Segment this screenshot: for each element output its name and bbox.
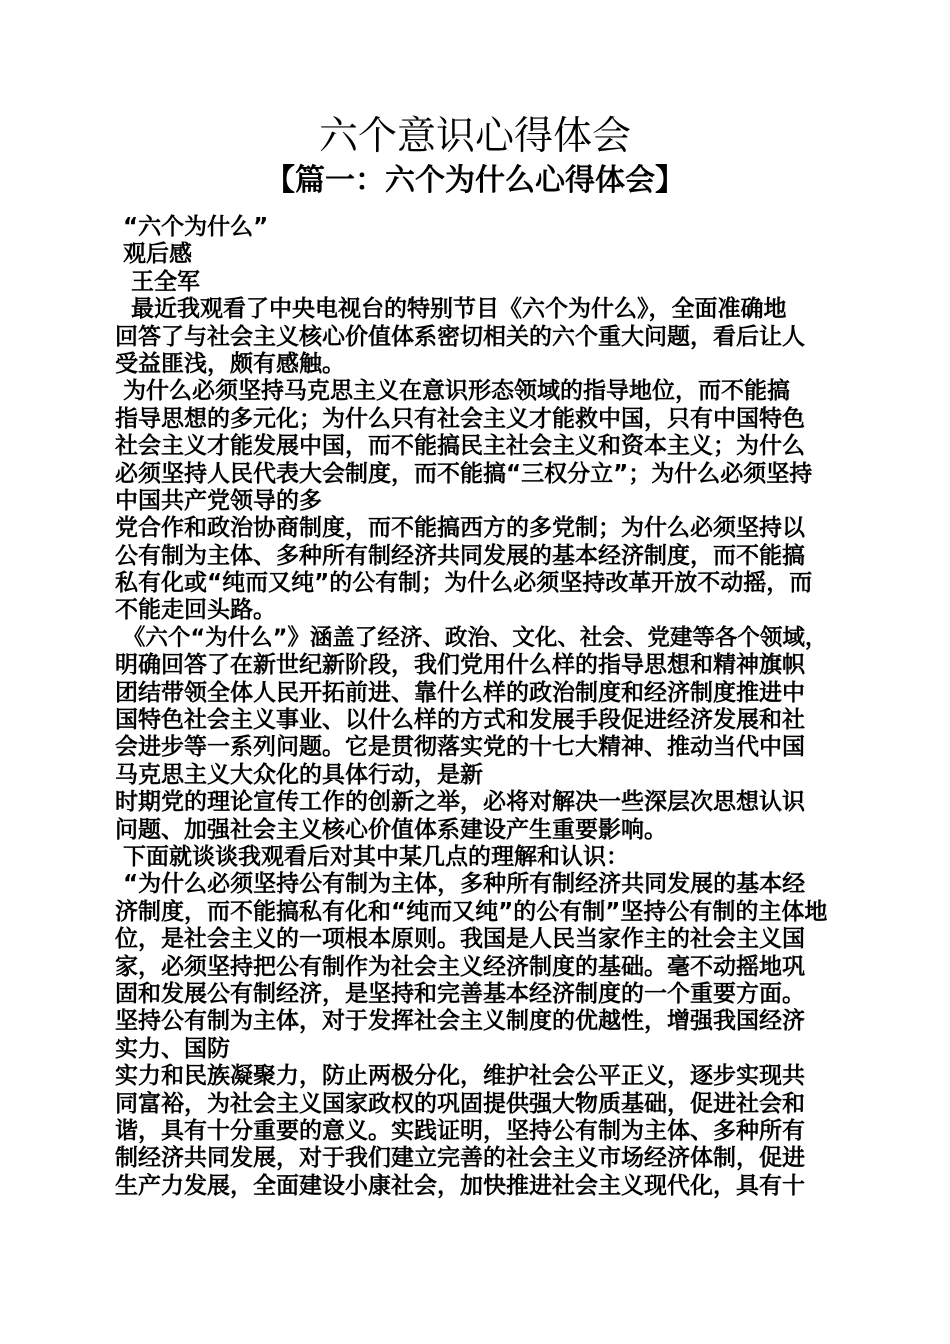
body-text-line: 问题、加强社会主义核心价值体系建设产生重要影响。 [115, 816, 667, 843]
body-text-line: 明确回答了在新世纪新阶段，我们党用什么样的指导思想和精神旗帜 [115, 652, 805, 679]
body-text-line: 指导思想的多元化；为什么只有社会主义才能救中国，只有中国特色 [115, 405, 805, 432]
body-text-line: 团结带领全体人民开拓前进、靠什么样的政治制度和经济制度推进中 [115, 679, 805, 706]
body-text-line: 最近我观看了中央电视台的特别节目《六个为什么》，全面准确地 [115, 296, 787, 323]
body-text-line: “为什么必须坚持公有制为主体，多种所有制经济共同发展的基本经 [115, 871, 806, 898]
body-text-line: 会进步等一系列问题。它是贯彻落实党的十七大精神、推动当代中国 [115, 734, 805, 761]
body-text-line: 下面就谈谈我观看后对其中某几点的理解和认识： [115, 843, 630, 870]
body-text-line: 马克思主义大众化的具体行动，是新 [115, 761, 483, 788]
body-text-line: 公有制为主体、多种所有制经济共同发展的基本经济制度，而不能搞 [115, 542, 805, 569]
body-text-line: 观后感 [115, 241, 193, 268]
body-text-line: 中国共产党领导的多 [115, 487, 322, 514]
body-text-line: 实力、国防 [115, 1035, 230, 1062]
document-body [115, 214, 837, 1200]
body-text-line: 同富裕，为社会主义国家政权的巩固提供强大物质基础，促进社会和 [115, 1090, 805, 1117]
body-text-line: 坚持公有制为主体，对于发挥社会主义制度的优越性，增强我国经济 [115, 1008, 805, 1035]
body-text-line: 社会主义才能发展中国，而不能搞民主社会主义和资本主义；为什么 [115, 433, 805, 460]
body-text-line: 私有化或“纯而又纯”的公有制；为什么必须坚持改革开放不动摇，而 [115, 570, 813, 597]
document-title: 六个意识心得体会 [318, 114, 631, 159]
body-text-line: 王全军 [115, 268, 201, 295]
body-text-line: 国特色社会主义事业、以什么样的方式和发展手段促进经济发展和社 [115, 707, 805, 734]
body-text-line: 《六个“为什么”》涵盖了经济、政治、文化、社会、党建等各个领域， [115, 624, 828, 651]
body-text-line: 受益匪浅，颇有感触。 [115, 350, 345, 377]
body-text-line: “六个为什么” [115, 214, 269, 240]
body-text-line: 时期党的理论宣传工作的创新之举，必将对解决一些深层次思想认识 [115, 789, 805, 816]
body-text-line: 不能走回头路。 [115, 597, 276, 624]
body-text-line: 必须坚持人民代表大会制度，而不能搞“三权分立”；为什么必须坚持 [115, 460, 813, 487]
body-text-line: 家，必须坚持把公有制作为社会主义经济制度的基础。毫不动摇地巩 [115, 953, 805, 980]
body-text-line: 党合作和政治协商制度，而不能搞西方的多党制；为什么必须坚持以 [115, 515, 805, 542]
body-text-line: 固和发展公有制经济，是坚持和完善基本经济制度的一个重要方面。 [115, 980, 805, 1007]
body-text-line: 为什么必须坚持马克思主义在意识形态领域的指导地位，而不能搞 [115, 378, 791, 405]
body-text-line: 位，是社会主义的一项根本原则。我国是人民当家作主的社会主义国 [115, 926, 805, 953]
body-text-line: 制经济共同发展，对于我们建立完善的社会主义市场经济体制，促进 [115, 1145, 805, 1172]
body-text-line: 谐，具有十分重要的意义。实践证明，坚持公有制为主体、多种所有 [115, 1117, 805, 1144]
body-text-line: 回答了与社会主义核心价值体系密切相关的六个重大问题，看后让人 [115, 323, 805, 350]
document-subtitle: 【篇一：六个为什么心得体会】 [265, 163, 685, 198]
body-text-line: 济制度，而不能搞私有化和“纯而又纯”的公有制”坚持公有制的主体地 [115, 898, 828, 925]
body-text-line: 生产力发展，全面建设小康社会，加快推进社会主义现代化，具有十 [115, 1172, 805, 1199]
body-text-line: 实力和民族凝聚力，防止两极分化，维护社会公平正义，逐步实现共 [115, 1063, 805, 1090]
